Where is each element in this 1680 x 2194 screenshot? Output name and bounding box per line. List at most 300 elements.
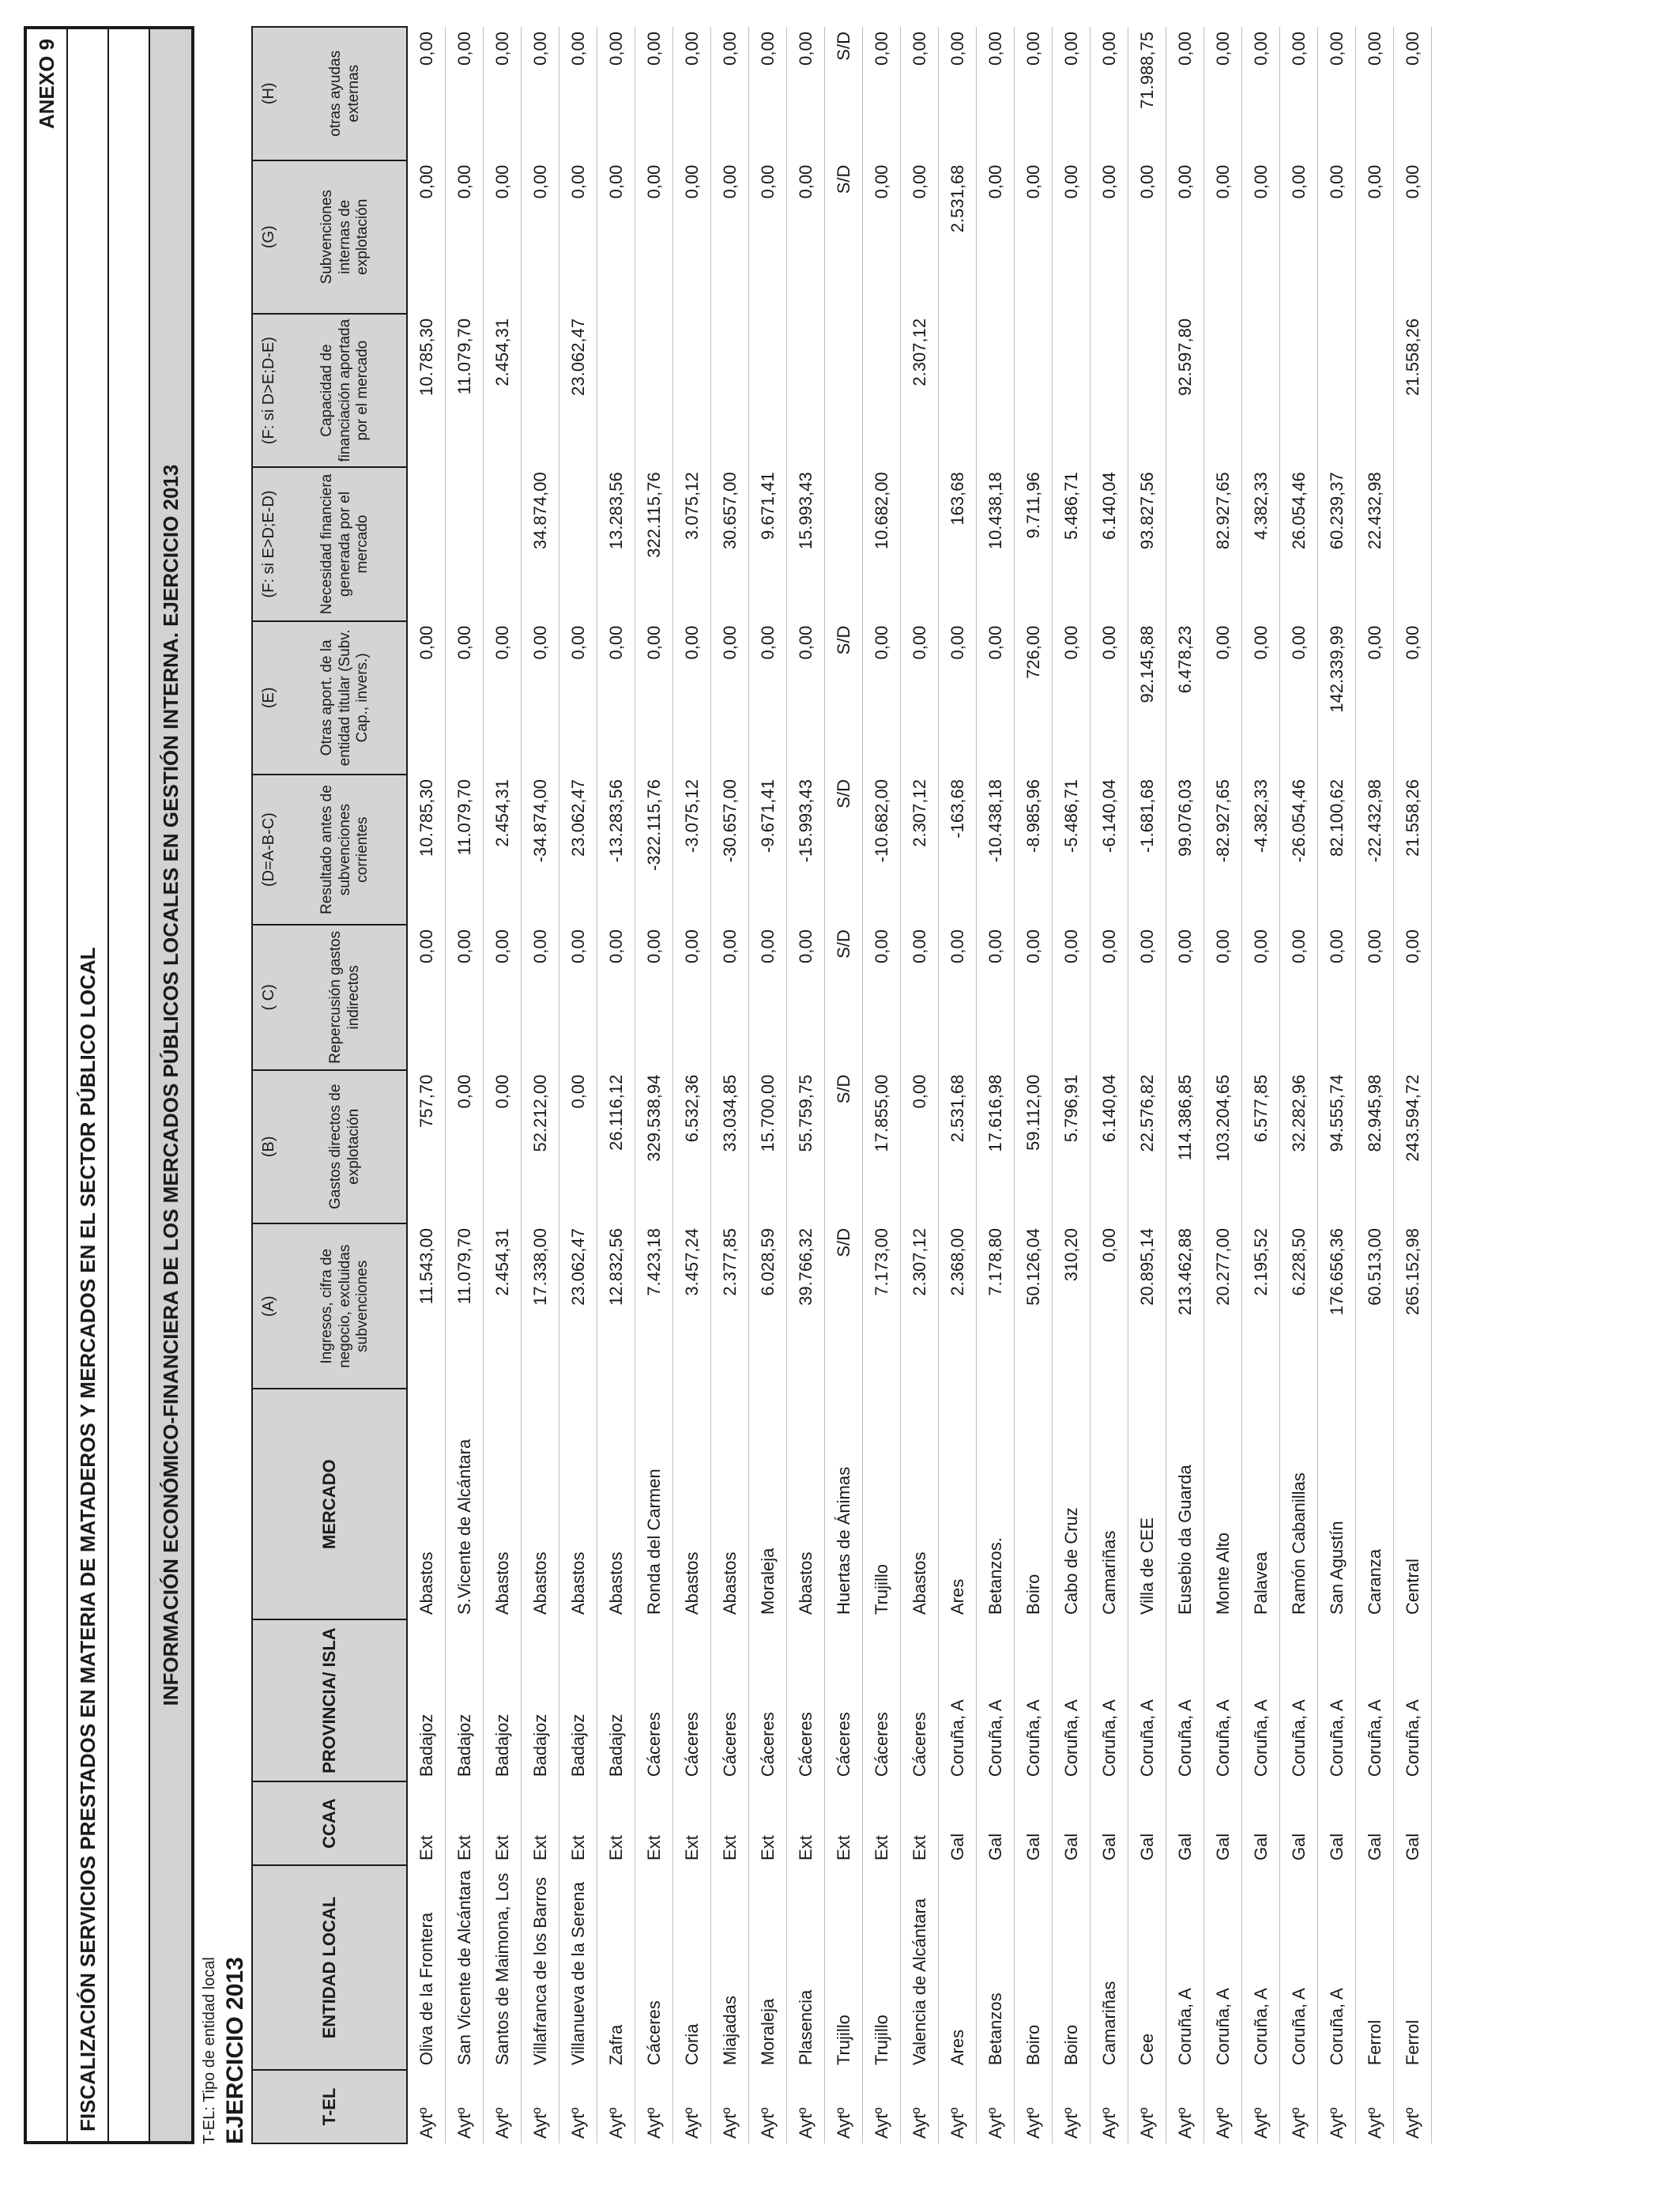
cell-g: 0,00 [863,160,901,314]
cell-entidad: Coria [673,1865,711,2070]
cell-mercado: Ramón Cabanillas [1280,1389,1318,1619]
cell-a: 2.454,31 [484,1223,522,1389]
cell-provincia: Badajoz [407,1619,446,1781]
cell-f1: 10.438,18 [977,467,1015,620]
cell-g: 0,00 [1166,160,1204,314]
cell-f2 [711,314,749,467]
cell-a: 23.062,47 [559,1223,597,1389]
cell-f2 [1280,314,1318,467]
cell-c: 0,00 [1015,925,1053,1070]
header-box [24,26,194,2144]
table-row [1318,27,1356,2143]
cell-mercado: Eusebio da Guarda [1166,1389,1204,1619]
cell-tel: Aytº [825,2070,863,2143]
cell-entidad: Camariñas [1090,1865,1128,2070]
section-title: INFORMACIÓN ECONÓMICO-FINANCIERA DE LOS MERCADOS PÚBLICOS LOCALES EN GESTIÓN INTERNA. EJERCICIO 2013 [150,29,191,2141]
cell-entidad: Miajadas [711,1865,749,2070]
cell-d: 82.100,62 [1318,775,1356,925]
cell-f1 [559,467,597,620]
cell-tel: Aytº [407,2070,446,2143]
cell-f1: 10.682,00 [863,467,901,620]
cell-tel: Aytº [446,2070,484,2143]
cell-b: 5.796,91 [1053,1070,1090,1223]
cell-f2 [939,314,977,467]
cell-h: 0,00 [1394,27,1432,160]
cell-tel: Aytº [1128,2070,1166,2143]
cell-g: 0,00 [1204,160,1242,314]
col-c-desc: Repercusión gastos indirectos [284,925,407,1070]
cell-f2: 11.079,70 [446,314,484,467]
cell-mercado: Cabo de Cruz [1053,1389,1090,1619]
cell-provincia: Cáceres [901,1619,939,1781]
cell-f1 [825,467,863,620]
cell-mercado: Trujillo [863,1389,901,1619]
cell-b: 103.204,65 [1204,1070,1242,1223]
cell-c: 0,00 [1204,925,1242,1070]
cell-h: 0,00 [522,27,559,160]
cell-h: 0,00 [1204,27,1242,160]
cell-b: 6.140,04 [1090,1070,1128,1223]
cell-g: 0,00 [901,160,939,314]
cell-mercado: Caranza [1356,1389,1394,1619]
cell-ccaa: Gal [1015,1781,1053,1865]
cell-mercado: Abastos [484,1389,522,1619]
cell-d: 2.307,12 [901,775,939,925]
cell-f1: 5.486,71 [1053,467,1090,620]
cell-provincia: Coruña, A [1356,1619,1394,1781]
cell-h: 0,00 [977,27,1015,160]
cell-entidad: Moraleja [749,1865,787,2070]
table-row [1242,27,1280,2143]
cell-e: S/D [825,621,863,775]
cell-entidad: Villanueva de la Serena [559,1865,597,2070]
cell-d: -5.486,71 [1053,775,1090,925]
cell-ccaa: Ext [522,1781,559,1865]
cell-ccaa: Gal [977,1781,1015,1865]
cell-h: 0,00 [1356,27,1394,160]
cell-ccaa: Gal [1090,1781,1128,1865]
document-title: FISCALIZACIÓN SERVICIOS PRESTADOS EN MATERIA DE MATADEROS Y MERCADOS EN EL SECTOR PÚBLICO LOCAL [68,29,109,2141]
cell-c: 0,00 [1356,925,1394,1070]
cell-b: 114.386,85 [1166,1070,1204,1223]
cell-ccaa: Ext [825,1781,863,1865]
cell-g: 0,00 [522,160,559,314]
cell-f1: 9.711,96 [1015,467,1053,620]
cell-g: 0,00 [711,160,749,314]
cell-mercado: Ares [939,1389,977,1619]
cell-g: 0,00 [1356,160,1394,314]
cell-e: 0,00 [711,621,749,775]
cell-b: 757,70 [407,1070,446,1223]
cell-d: -10.438,18 [977,775,1015,925]
cell-entidad: Coruña, A [1166,1865,1204,2070]
cell-b: 55.759,75 [787,1070,825,1223]
cell-entidad: Trujillo [863,1865,901,2070]
cell-e: 0,00 [522,621,559,775]
cell-h: 71.988,75 [1128,27,1166,160]
cell-g: 0,00 [1090,160,1128,314]
cell-mercado: Central [1394,1389,1432,1619]
cell-mercado: Palavea [1242,1389,1280,1619]
cell-f2: 10.785,30 [407,314,446,467]
col-a-desc: Ingresos, cifra de negocio, excluidas subvenciones [284,1223,407,1389]
cell-ccaa: Gal [1242,1781,1280,1865]
cell-h: 0,00 [1053,27,1090,160]
cell-ccaa: Gal [1280,1781,1318,1865]
cell-d: -8.985,96 [1015,775,1053,925]
cell-e: 0,00 [597,621,635,775]
cell-b: 329.538,94 [635,1070,673,1223]
cell-f1: 3.075,12 [673,467,711,620]
document [24,26,1432,2144]
cell-e: 0,00 [673,621,711,775]
cell-b: 0,00 [484,1070,522,1223]
cell-a: 11.079,70 [446,1223,484,1389]
cell-provincia: Coruña, A [1166,1619,1204,1781]
cell-provincia: Coruña, A [1318,1619,1356,1781]
cell-f2: 2.307,12 [901,314,939,467]
cell-entidad: Trujillo [825,1865,863,2070]
cell-f2 [1053,314,1090,467]
cell-mercado: Boiro [1015,1389,1053,1619]
cell-provincia: Coruña, A [1280,1619,1318,1781]
cell-d: -22.432,98 [1356,775,1394,925]
cell-h: 0,00 [484,27,522,160]
cell-ccaa: Ext [446,1781,484,1865]
cell-h: 0,00 [1090,27,1128,160]
cell-tel: Aytº [1053,2070,1090,2143]
cell-entidad: Plasencia [787,1865,825,2070]
cell-f1: 13.283,56 [597,467,635,620]
cell-g: 0,00 [1015,160,1053,314]
cell-ccaa: Gal [1053,1781,1090,1865]
table-row [1166,27,1204,2143]
cell-a: 2.377,85 [711,1223,749,1389]
cell-a: 12.832,56 [597,1223,635,1389]
cell-f1: 22.432,98 [1356,467,1394,620]
cell-a: 265.152,98 [1394,1223,1432,1389]
cell-a: 50.126,04 [1015,1223,1053,1389]
cell-a: 7.178,80 [977,1223,1015,1389]
cell-mercado: Abastos [407,1389,446,1619]
cell-e: 0,00 [559,621,597,775]
cell-provincia: Badajoz [559,1619,597,1781]
cell-g: 0,00 [484,160,522,314]
cell-f2 [863,314,901,467]
cell-entidad: Valencia de Alcántara [901,1865,939,2070]
cell-f2 [1090,314,1128,467]
cell-h: 0,00 [446,27,484,160]
cell-d: -322.115,76 [635,775,673,925]
table-row [1053,27,1090,2143]
cell-ccaa: Gal [1394,1781,1432,1865]
cell-b: 82.945,98 [1356,1070,1394,1223]
cell-h: 0,00 [711,27,749,160]
cell-tel: Aytº [1090,2070,1128,2143]
cell-f1: 9.671,41 [749,467,787,620]
cell-e: 0,00 [635,621,673,775]
cell-ccaa: Ext [749,1781,787,1865]
cell-provincia: Coruña, A [977,1619,1015,1781]
cell-d: 11.079,70 [446,775,484,925]
cell-b: 52.212,00 [522,1070,559,1223]
cell-h: 0,00 [749,27,787,160]
cell-g: 0,00 [749,160,787,314]
table-row [863,27,901,2143]
cell-a: 2.195,52 [1242,1223,1280,1389]
cell-provincia: Cáceres [635,1619,673,1781]
legend: T-EL: Tipo de entidad local [201,1957,218,2144]
cell-e: 0,00 [977,621,1015,775]
table-row [749,27,787,2143]
cell-e: 0,00 [1356,621,1394,775]
cell-f2: 21.558,26 [1394,314,1432,467]
cell-ccaa: Ext [635,1781,673,1865]
cell-ccaa: Gal [939,1781,977,1865]
cell-d: 21.558,26 [1394,775,1432,925]
col-f1-letter: (F: si E>D;E-D) [252,467,284,620]
cell-tel: Aytº [1166,2070,1204,2143]
cell-b: 22.576,82 [1128,1070,1166,1223]
cell-b: 15.700,00 [749,1070,787,1223]
cell-tel: Aytº [787,2070,825,2143]
cell-h: 0,00 [1242,27,1280,160]
cell-d: -163,68 [939,775,977,925]
cell-f2 [673,314,711,467]
cell-entidad: Cee [1128,1865,1166,2070]
cell-c: 0,00 [901,925,939,1070]
cell-f2: 92.597,80 [1166,314,1204,467]
cell-g: 0,00 [1242,160,1280,314]
col-f1-desc: Necesidad financiera generada por el mercado [284,467,407,620]
cell-c: S/D [825,925,863,1070]
cell-c: 0,00 [1166,925,1204,1070]
cell-entidad: Villafranca de los Barros [522,1865,559,2070]
cell-g: 0,00 [1318,160,1356,314]
cell-g: S/D [825,160,863,314]
cell-entidad: Santos de Maimona, Los [484,1865,522,2070]
cell-f2 [1318,314,1356,467]
cell-c: 0,00 [1280,925,1318,1070]
cell-f1: 60.239,37 [1318,467,1356,620]
cell-d: -1.681,68 [1128,775,1166,925]
cell-c: 0,00 [1394,925,1432,1070]
cell-mercado: Moraleja [749,1389,787,1619]
cell-tel: Aytº [1394,2070,1432,2143]
cell-h: 0,00 [901,27,939,160]
table-row [1394,27,1432,2143]
cell-f1: 30.657,00 [711,467,749,620]
cell-f2 [635,314,673,467]
cell-g: 0,00 [673,160,711,314]
cell-f1: 34.874,00 [522,467,559,620]
cell-b: 2.531,68 [939,1070,977,1223]
col-h-desc: otras ayudas externas [284,27,407,160]
col-e-desc: Otras aport. de la entidad titular (Subv. Cap., invers.) [284,621,407,775]
cell-g: 0,00 [446,160,484,314]
cell-entidad: Ferrol [1394,1865,1432,2070]
cell-g: 2.531,68 [939,160,977,314]
cell-g: 0,00 [1053,160,1090,314]
cell-h: 0,00 [787,27,825,160]
table-row [484,27,522,2143]
table-row [522,27,559,2143]
col-h-letter: (H) [252,27,284,160]
cell-tel: Aytº [635,2070,673,2143]
cell-a: 20.895,14 [1128,1223,1166,1389]
cell-entidad: Ares [939,1865,977,2070]
cell-tel: Aytº [939,2070,977,2143]
col-b-desc: Gastos directos de explotación [284,1070,407,1223]
cell-c: 0,00 [787,925,825,1070]
cell-f1 [1166,467,1204,620]
table-row [1090,27,1128,2143]
cell-provincia: Coruña, A [939,1619,977,1781]
cell-tel: Aytº [673,2070,711,2143]
table-row [1015,27,1053,2143]
cell-provincia: Cáceres [711,1619,749,1781]
cell-d: -30.657,00 [711,775,749,925]
cell-h: 0,00 [635,27,673,160]
cell-f1: 6.140,04 [1090,467,1128,620]
cell-g: 0,00 [597,160,635,314]
cell-ccaa: Gal [1128,1781,1166,1865]
cell-c: 0,00 [1090,925,1128,1070]
cell-e: 0,00 [1394,621,1432,775]
cell-h: 0,00 [673,27,711,160]
cell-c: 0,00 [1128,925,1166,1070]
cell-ccaa: Ext [597,1781,635,1865]
cell-g: 0,00 [1128,160,1166,314]
cell-b: 0,00 [901,1070,939,1223]
table-row [597,27,635,2143]
cell-b: S/D [825,1070,863,1223]
cell-e: 0,00 [1053,621,1090,775]
cell-c: 0,00 [484,925,522,1070]
cell-e: 92.145,88 [1128,621,1166,775]
cell-h: 0,00 [597,27,635,160]
cell-c: 0,00 [977,925,1015,1070]
cell-f2: 2.454,31 [484,314,522,467]
col-b-letter: (B) [252,1070,284,1223]
cell-provincia: Badajoz [597,1619,635,1781]
cell-d: -34.874,00 [522,775,559,925]
cell-b: 94.555,74 [1318,1070,1356,1223]
blank-row [109,29,150,2141]
cell-c: 0,00 [597,925,635,1070]
cell-entidad: Oliva de la Frontera [407,1865,446,2070]
cell-provincia: Cáceres [787,1619,825,1781]
cell-e: 0,00 [939,621,977,775]
cell-h: 0,00 [939,27,977,160]
cell-h: 0,00 [559,27,597,160]
cell-f1: 163,68 [939,467,977,620]
cell-ccaa: Ext [711,1781,749,1865]
cell-g: 0,00 [1394,160,1432,314]
table-row [787,27,825,2143]
cell-h: 0,00 [863,27,901,160]
cell-e: 0,00 [446,621,484,775]
cell-mercado: Abastos [522,1389,559,1619]
cell-ccaa: Gal [1318,1781,1356,1865]
cell-e: 142.339,99 [1318,621,1356,775]
cell-g: 0,00 [559,160,597,314]
cell-b: 6.577,85 [1242,1070,1280,1223]
cell-f2 [1356,314,1394,467]
cell-provincia: Coruña, A [1015,1619,1053,1781]
col-c-letter: ( C) [252,925,284,1070]
cell-entidad: San Vicente de Alcántara [446,1865,484,2070]
cell-e: 0,00 [901,621,939,775]
cell-f1: 82.927,65 [1204,467,1242,620]
cell-ccaa: Ext [484,1781,522,1865]
cell-b: 59.112,00 [1015,1070,1053,1223]
cell-entidad: Zafra [597,1865,635,2070]
cell-b: 17.616,98 [977,1070,1015,1223]
col-f2-letter: (F: si D>E;D-E) [252,314,284,467]
cell-ccaa: Gal [1356,1781,1394,1865]
cell-a: 7.423,18 [635,1223,673,1389]
cell-h: 0,00 [1318,27,1356,160]
col-g-desc: Subvenciones internas de explotación [284,160,407,314]
table-row [407,27,446,2143]
cell-b: 0,00 [559,1070,597,1223]
cell-tel: Aytº [559,2070,597,2143]
cell-tel: Aytº [977,2070,1015,2143]
cell-entidad: Coruña, A [1280,1865,1318,2070]
cell-f1 [407,467,446,620]
cell-e: 726,00 [1015,621,1053,775]
cell-f1: 26.054,46 [1280,467,1318,620]
cell-a: 11.543,00 [407,1223,446,1389]
table-row [977,27,1015,2143]
col-tel: T-EL [252,2070,407,2143]
cell-c: 0,00 [863,925,901,1070]
cell-b: 33.034,85 [711,1070,749,1223]
cell-tel: Aytº [711,2070,749,2143]
cell-d: 10.785,30 [407,775,446,925]
cell-f1 [1394,467,1432,620]
cell-a: 3.457,24 [673,1223,711,1389]
cell-d: -3.075,12 [673,775,711,925]
cell-c: 0,00 [446,925,484,1070]
cell-f2 [1128,314,1166,467]
cell-entidad: Betanzos [977,1865,1015,2070]
cell-tel: Aytº [749,2070,787,2143]
cell-f1: 4.382,33 [1242,467,1280,620]
cell-e: 0,00 [1090,621,1128,775]
cell-mercado: Villa de CEE [1128,1389,1166,1619]
cell-b: 243.594,72 [1394,1070,1432,1223]
cell-h: 0,00 [407,27,446,160]
cell-provincia: Cáceres [863,1619,901,1781]
cell-b: 32.282,96 [1280,1070,1318,1223]
table-row [825,27,863,2143]
table-row [446,27,484,2143]
table-row [1128,27,1166,2143]
cell-entidad: Boiro [1053,1865,1090,2070]
cell-mercado: S.Vicente de Alcántara [446,1389,484,1619]
table-row [559,27,597,2143]
col-entidad: ENTIDAD LOCAL [252,1865,407,2070]
cell-a: 213.462,88 [1166,1223,1204,1389]
cell-tel: Aytº [1356,2070,1394,2143]
cell-provincia: Cáceres [825,1619,863,1781]
cell-ccaa: Gal [1166,1781,1204,1865]
cell-provincia: Cáceres [673,1619,711,1781]
cell-entidad: Cáceres [635,1865,673,2070]
cell-d: -82.927,65 [1204,775,1242,925]
